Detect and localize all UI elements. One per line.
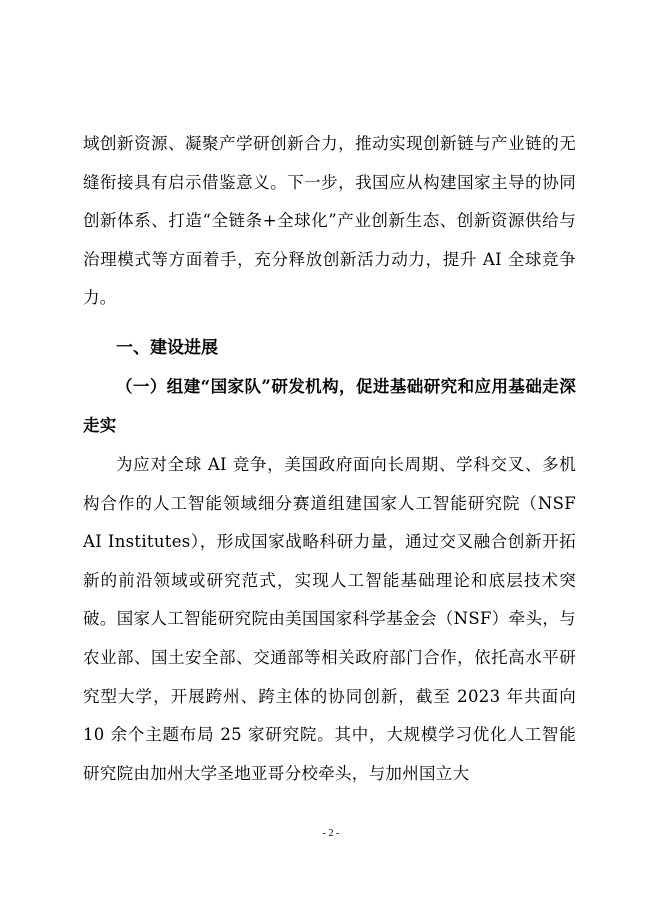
page-number: - 2 - <box>322 828 340 839</box>
subsection-heading: （一）组建“国家队”研发机构，促进基础研究和应用基础走深走实 <box>83 377 576 435</box>
paragraph-main: 为应对全球 AI 竞争，美国政府面向长周期、学科交叉、多机构合作的人工智能领域细分赛道组建国家人工智能研究院（NSF AI Institutes），形成国家战略科研力量，通过交叉融合创新开拓新的前沿领域或研究范式，实现人工智能基础理论和底层技术突破。国家人工智能研究院由美国国家科学基金会（NSF）牵头，与农业部、国土安全部、交通部等相关政府部门合作，依托高水平研究型大学，开展跨州、跨主体的协同创新，截至 2023 年共面向 10 余个主题布局 25 家研究院。其中，大规模学习优化人工智能研究院由加州大学圣地亚哥分校牵头，与加州国立大 <box>83 455 576 783</box>
paragraph-continued: 域创新资源、凝聚产学研创新合力，推动实现创新链与产业链的无缝衔接具有启示借鉴意义。下一步，我国应从构建国家主导的协同创新体系、打造“全链条+全球化”产业创新生态、创新资源供给与治理模式等方面着手，充分释放创新活力动力，提升 AI 全球竞争力。 <box>83 134 576 308</box>
section-heading: 一、建设进展 <box>116 338 218 358</box>
